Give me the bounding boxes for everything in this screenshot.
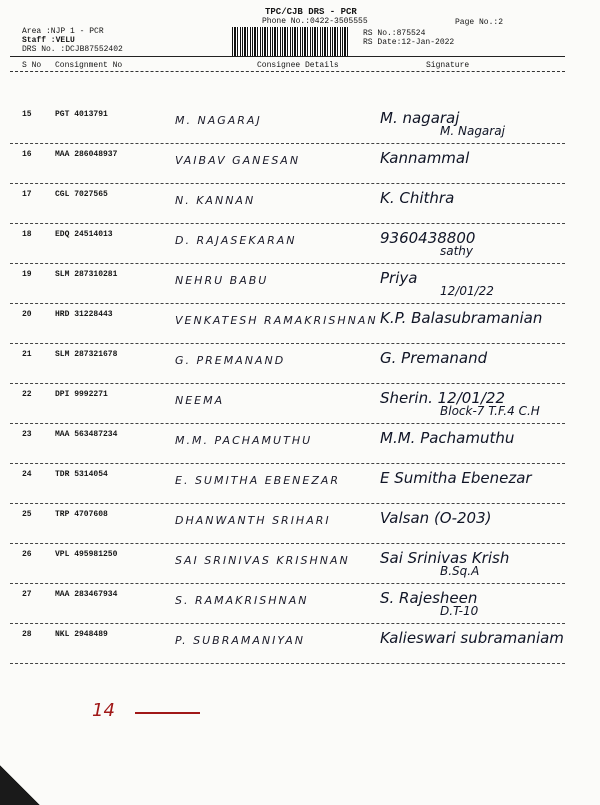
row-consignee-name: E. SUMITHA EBENEZAR [175, 474, 341, 487]
row-signature: K. Chithra [380, 189, 455, 207]
row-signature: Sherin. 12/01/22 [380, 389, 506, 407]
row-signature: Sai Srinivas Krish [380, 549, 510, 567]
table-row [0, 144, 600, 184]
row-consignee-name: NEEMA [175, 394, 225, 407]
table-row [0, 264, 600, 304]
row-sno: 27 [22, 590, 32, 599]
row-consignment-no: MAA 563487234 [55, 430, 118, 439]
row-consignment-no: MAA 283467934 [55, 590, 118, 599]
row-consignee-name: M. NAGARAJ [175, 114, 262, 127]
table-row [0, 304, 600, 344]
table-row [0, 224, 600, 264]
row-consignment-no: HRD 31228443 [55, 310, 113, 319]
row-signature-note: B.Sq.A [440, 564, 480, 578]
row-sno: 28 [22, 630, 32, 639]
drs-number: DRS No. :DCJB87552402 [22, 45, 123, 54]
row-consignment-no: VPL 495981250 [55, 550, 118, 559]
row-sno: 17 [22, 190, 32, 199]
column-header-consignment: Consignment No [55, 61, 123, 70]
row-sno: 25 [22, 510, 32, 519]
table-row [0, 424, 600, 464]
table-row [0, 464, 600, 504]
count-underline [135, 712, 200, 714]
row-consignment-no: TDR 5314054 [55, 470, 108, 479]
row-signature: Kannammal [380, 149, 470, 167]
row-consignment-no: PGT 4013791 [55, 110, 108, 119]
row-consignee-name: VAIBAV GANESAN [175, 154, 301, 167]
row-consignment-no: CGL 7027565 [55, 190, 108, 199]
staff-label: Staff :VELU [22, 36, 75, 45]
row-sno: 26 [22, 550, 32, 559]
row-signature: S. Rajesheen [380, 589, 478, 607]
row-signature: E Sumitha Ebenezar [380, 469, 532, 487]
delivery-count: 14 [92, 700, 115, 721]
table-row [0, 184, 600, 224]
office-title: TPC/CJB DRS - PCR [265, 7, 357, 17]
barcode [232, 27, 350, 57]
row-consignee-name: M.M. PACHAMUTHU [175, 434, 313, 447]
table-row [0, 584, 600, 624]
column-header-consignee: Consignee Details [257, 61, 339, 70]
table-row [0, 104, 600, 144]
rs-date: RS Date:12-Jan-2022 [363, 38, 455, 47]
row-consignee-name: DHANWANTH SRIHARI [175, 514, 331, 527]
row-consignment-no: TRP 4707608 [55, 510, 108, 519]
header-rule [10, 56, 565, 57]
phone-number: Phone No.:0422-3505555 [262, 17, 368, 26]
row-consignee-name: P. SUBRAMANIYAN [175, 634, 305, 647]
column-header-sno: S No [22, 61, 42, 70]
row-signature-note: M. Nagaraj [440, 124, 505, 138]
row-consignment-no: DPI 9992271 [55, 390, 108, 399]
row-sno: 16 [22, 150, 32, 159]
row-consignee-name: D. RAJASEKARAN [175, 234, 297, 247]
table-row [0, 384, 600, 424]
row-signature: M.M. Pachamuthu [380, 429, 515, 447]
column-header-signature: Signature [426, 61, 470, 70]
row-sno: 20 [22, 310, 32, 319]
row-signature-note: Block-7 T.F.4 C.H [440, 404, 540, 418]
row-signature-note: D.T-10 [440, 604, 479, 618]
row-sno: 22 [22, 390, 32, 399]
row-sno: 19 [22, 270, 32, 279]
page-number: Page No.:2 [455, 18, 504, 27]
row-consignment-no: SLM 287321678 [55, 350, 118, 359]
row-signature: M. nagaraj [380, 109, 460, 127]
table-row [0, 344, 600, 384]
row-signature: K.P. Balasubramanian [380, 309, 543, 327]
row-consignee-name: N. KANNAN [175, 194, 256, 207]
row-signature: 9360438800 [380, 229, 476, 247]
row-signature: G. Premanand [380, 349, 488, 367]
row-consignment-no: MAA 286048937 [55, 150, 118, 159]
row-signature: Valsan (O-203) [380, 509, 492, 527]
column-header-rule [10, 71, 565, 72]
row-signature: Priya [380, 269, 418, 287]
row-consignee-name: VENKATESH RAMAKRISHNAN [175, 314, 378, 327]
row-signature-note: sathy [440, 244, 474, 258]
area-label: Area :NJP 1 - PCR [22, 27, 104, 36]
row-consignee-name: SAI SRINIVAS KRISHNAN [175, 554, 350, 567]
row-sno: 24 [22, 470, 32, 479]
table-row [0, 544, 600, 584]
row-divider [10, 663, 565, 664]
table-row [0, 504, 600, 544]
row-sno: 23 [22, 430, 32, 439]
rs-number: RS No.:875524 [363, 29, 426, 38]
row-consignment-no: EDQ 24514013 [55, 230, 113, 239]
row-sno: 15 [22, 110, 32, 119]
row-consignee-name: S. RAMAKRISHNAN [175, 594, 309, 607]
page-corner-shadow [0, 765, 40, 805]
row-consignee-name: G. PREMANAND [175, 354, 286, 367]
row-consignment-no: NKL 2948489 [55, 630, 108, 639]
row-sno: 18 [22, 230, 32, 239]
row-sno: 21 [22, 350, 32, 359]
row-signature-note: 12/01/22 [440, 284, 494, 298]
row-consignee-name: NEHRU BABU [175, 274, 269, 287]
row-signature: Kalieswari subramaniam [380, 629, 564, 647]
row-consignment-no: SLM 287310281 [55, 270, 118, 279]
table-row [0, 624, 600, 664]
